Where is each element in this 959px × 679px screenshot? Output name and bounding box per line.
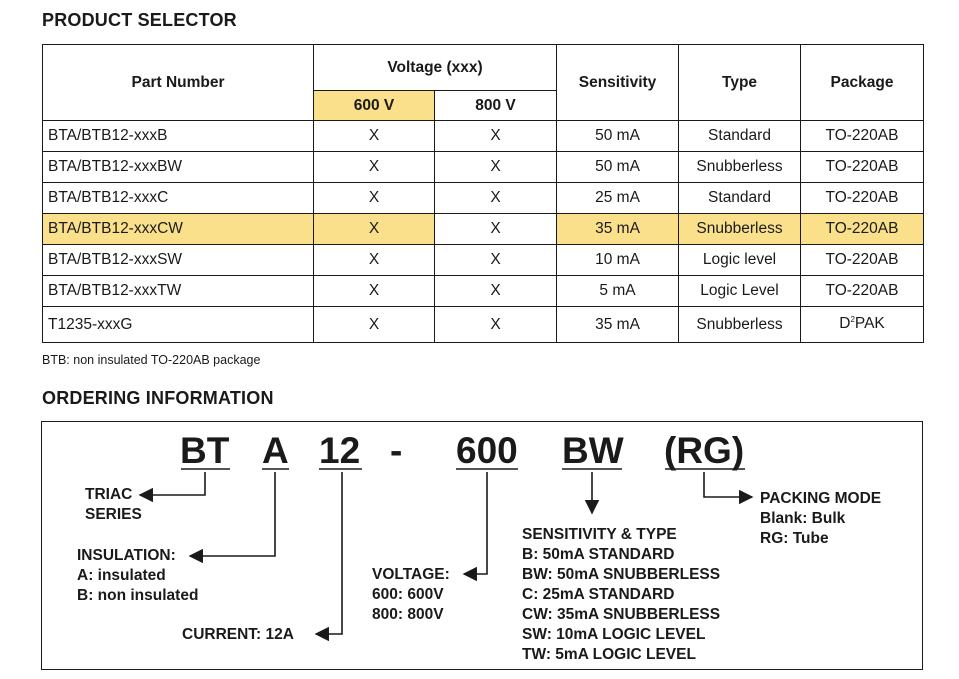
header-type: Type	[679, 45, 801, 121]
connector-packing	[704, 472, 752, 497]
connector-insulation	[190, 472, 275, 556]
label-line: TRIAC	[85, 486, 133, 503]
cell-600v: X	[314, 245, 435, 276]
label-current: CURRENT: 12A	[182, 626, 294, 643]
cell-600v: X	[314, 276, 435, 307]
code-a: A	[262, 430, 289, 471]
header-package: Package	[801, 45, 924, 121]
header-800v: 800 V	[435, 91, 557, 121]
cell-800v: X	[435, 152, 557, 183]
cell-600v: X	[314, 121, 435, 152]
cell-800v: X	[435, 276, 557, 307]
label-line: INSULATION:	[77, 547, 176, 564]
cell-sensitivity: 10 mA	[557, 245, 679, 276]
cell-type: Standard	[679, 121, 801, 152]
label-line: B: non insulated	[77, 587, 199, 604]
label-line: CW: 35mA SNUBBERLESS	[522, 606, 721, 623]
connector-current	[316, 472, 342, 634]
cell-package: TO-220AB	[801, 245, 924, 276]
cell-800v: X	[435, 183, 557, 214]
label-packing-mode	[760, 489, 881, 549]
cell-package: TO-220AB	[801, 121, 924, 152]
cell-part: BTA/BTB12-xxxC	[43, 183, 314, 214]
cell-part: BTA/BTB12-xxxB	[43, 121, 314, 152]
code-bt: BT	[180, 430, 230, 471]
label-triac-series	[85, 485, 142, 525]
cell-package: TO-220AB	[801, 276, 924, 307]
label-insulation	[77, 546, 198, 606]
cell-600v: X	[314, 307, 435, 343]
code-600: 600	[456, 430, 518, 471]
cell-type: Logic Level	[679, 276, 801, 307]
cell-sensitivity: 35 mA	[557, 214, 679, 245]
header-part-number: Part Number	[43, 45, 314, 121]
cell-part: BTA/BTB12-xxxTW	[43, 276, 314, 307]
cell-type: Logic level	[679, 245, 801, 276]
cell-sensitivity: 25 mA	[557, 183, 679, 214]
label-line: PACKING MODE	[760, 490, 882, 507]
label-line: 800: 800V	[372, 606, 444, 623]
label-line: TW: 5mA LOGIC LEVEL	[522, 646, 696, 663]
cell-package: TO-220AB	[801, 214, 924, 245]
label-line: A: insulated	[77, 567, 166, 584]
package-prefix: D	[839, 315, 851, 333]
label-line: C: 25mA STANDARD	[522, 586, 675, 603]
table-footnote: BTB: non insulated TO-220AB package	[42, 353, 261, 367]
cell-600v: X	[314, 183, 435, 214]
label-line: SERIES	[85, 506, 142, 523]
cell-600v: X	[314, 152, 435, 183]
ordering-info-title: ORDERING INFORMATION	[42, 388, 274, 408]
label-line: SENSITIVITY & TYPE	[522, 526, 677, 543]
cell-800v: X	[435, 307, 557, 343]
product-selector-title: PRODUCT SELECTOR	[42, 10, 237, 30]
cell-package: TO-220AB	[801, 183, 924, 214]
label-line: B: 50mA STANDARD	[522, 546, 675, 563]
cell-600v: X	[314, 214, 435, 245]
label-line: BW: 50mA SNUBBERLESS	[522, 566, 721, 583]
cell-sensitivity: 50 mA	[557, 121, 679, 152]
cell-type: Snubberless	[679, 152, 801, 183]
label-line: 600: 600V	[372, 586, 444, 603]
connector-series	[140, 472, 205, 495]
cell-sensitivity: 35 mA	[557, 307, 679, 343]
cell-800v: X	[435, 214, 557, 245]
cell-type: Snubberless	[679, 214, 801, 245]
cell-part: T1235-xxxG	[43, 307, 314, 343]
cell-sensitivity: 5 mA	[557, 276, 679, 307]
label-line: VOLTAGE:	[372, 566, 450, 583]
label-line: SW: 10mA LOGIC LEVEL	[522, 626, 706, 643]
cell-package: TO-220AB	[801, 152, 924, 183]
label-line: RG: Tube	[760, 530, 829, 547]
connector-voltage	[464, 472, 487, 574]
header-sensitivity: Sensitivity	[557, 45, 679, 121]
header-600v: 600 V	[314, 91, 435, 121]
code-12: 12	[319, 430, 361, 471]
code-dash: -	[390, 430, 403, 471]
label-line: Blank: Bulk	[760, 510, 846, 527]
code-rg: (RG)	[664, 430, 745, 471]
cell-type: Snubberless	[679, 307, 801, 343]
cell-type: Standard	[679, 183, 801, 214]
header-voltage: Voltage (xxx)	[314, 45, 557, 91]
cell-800v: X	[435, 245, 557, 276]
label-voltage	[372, 565, 450, 625]
cell-part: BTA/BTB12-xxxBW	[43, 152, 314, 183]
cell-sensitivity: 50 mA	[557, 152, 679, 183]
label-sensitivity-type	[522, 525, 720, 665]
code-bw: BW	[562, 430, 624, 471]
package-suffix: PAK	[854, 315, 885, 333]
cell-part: BTA/BTB12-xxxSW	[43, 245, 314, 276]
cell-part: BTA/BTB12-xxxCW	[43, 214, 314, 245]
cell-800v: X	[435, 121, 557, 152]
package-superscript: 2	[850, 315, 855, 325]
